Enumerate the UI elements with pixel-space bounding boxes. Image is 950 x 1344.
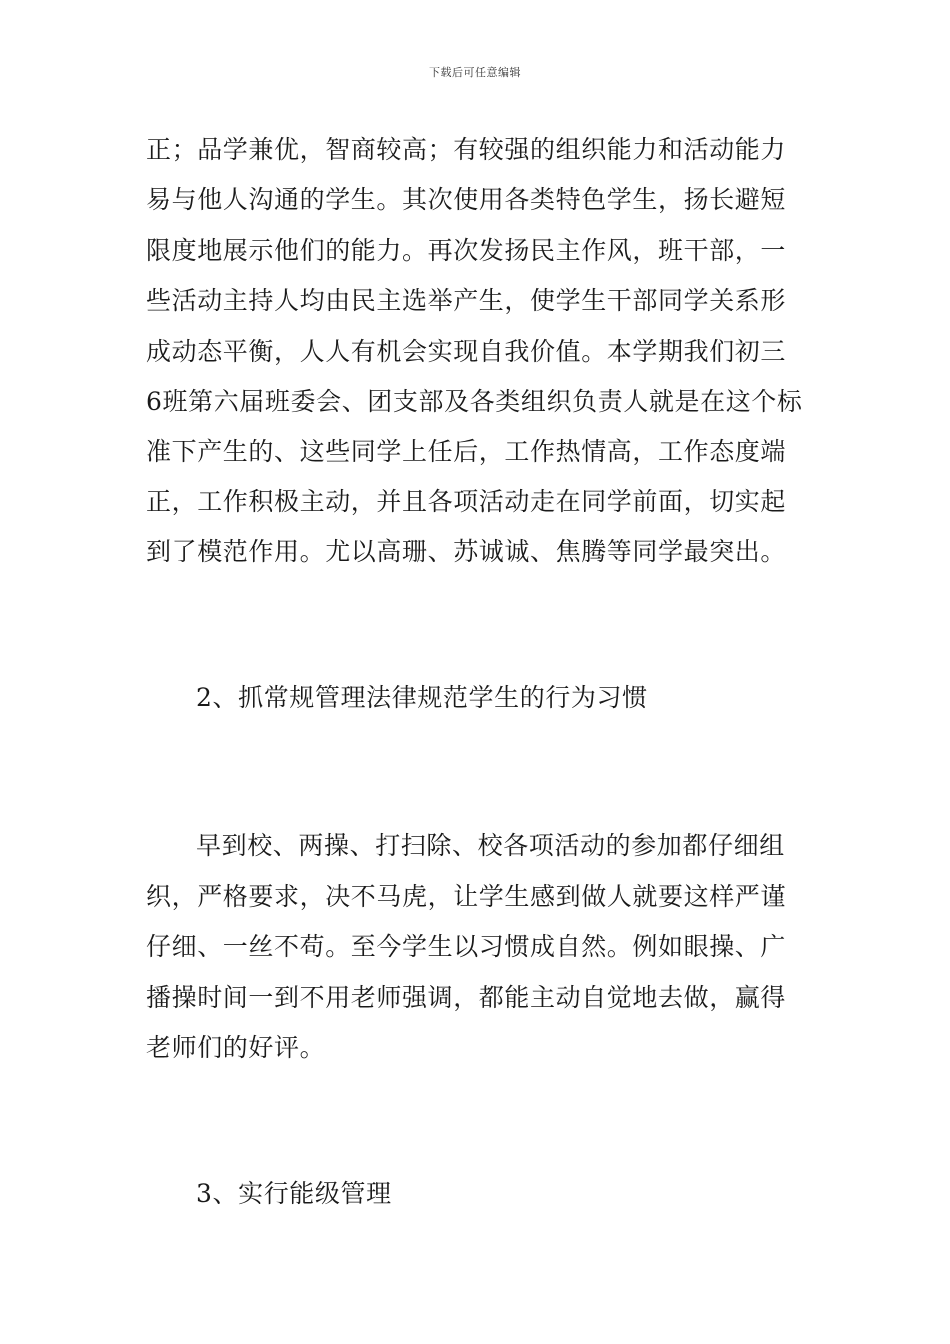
paragraph-line: 仔细、一丝不苟。至今学生以习惯成自然。例如眼操、广 bbox=[146, 932, 787, 961]
paragraph-line: 到了模范作用。尤以高珊、苏诚诚、焦腾等同学最突出。 bbox=[146, 537, 787, 566]
paragraph-line: 织，严格要求，决不马虎，让学生感到做人就要这样严谨 bbox=[146, 882, 787, 911]
paragraph-line: 老师们的好评。 bbox=[146, 1033, 326, 1062]
section-heading-3: 3、实行能级管理 bbox=[196, 1179, 392, 1208]
paragraph-line: 早到校、两操、打扫除、校各项活动的参加都仔细组 bbox=[196, 831, 785, 860]
section-heading-2: 2、抓常规管理法律规范学生的行为习惯 bbox=[196, 683, 648, 712]
paragraph-line: 正，工作积极主动，并且各项活动走在同学前面，切实起 bbox=[146, 487, 787, 516]
paragraph-line: 6班第六届班委会、团支部及各类组织负责人就是在这个标 bbox=[146, 387, 803, 416]
paragraph-line: 易与他人沟通的学生。其次使用各类特色学生，扬长避短 bbox=[146, 185, 787, 214]
paragraph-line: 准下产生的、这些同学上任后，工作热情高，工作态度端 bbox=[146, 437, 787, 466]
paragraph-line: 成动态平衡，人人有机会实现自我价值。本学期我们初三 bbox=[146, 337, 787, 366]
header-note: 下载后可任意编辑 bbox=[429, 66, 521, 79]
paragraph-line: 些活动主持人均由民主选举产生，使学生干部同学关系形 bbox=[146, 286, 787, 315]
paragraph-line: 正；品学兼优，智商较高；有较强的组织能力和活动能力 bbox=[146, 135, 787, 164]
paragraph-line: 限度地展示他们的能力。再次发扬民主作风，班干部，一 bbox=[146, 236, 787, 265]
paragraph-line: 播操时间一到不用老师强调，都能主动自觉地去做，赢得 bbox=[146, 983, 787, 1012]
